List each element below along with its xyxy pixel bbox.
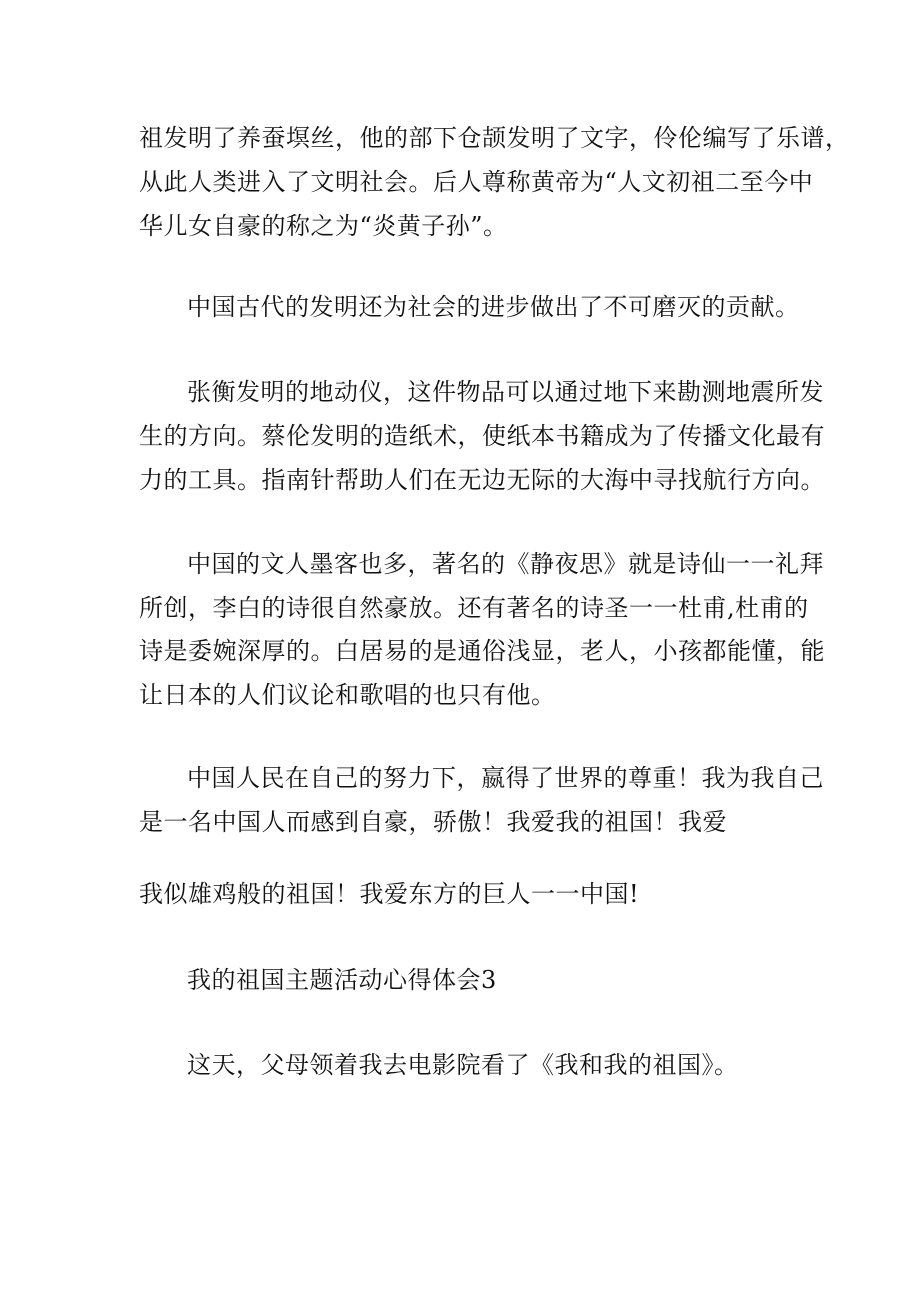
text-line: 生的方向。蔡伦发明的造纸术，使纸本书籍成为了传播文化最有 bbox=[139, 422, 825, 450]
text-line: 诗是委婉深厚的。白居易的是通俗浅显，老人，小孩都能懂，能 bbox=[139, 637, 825, 665]
section-heading: 我的祖国主题活动心得体会3 bbox=[187, 966, 497, 994]
text-line: 我似雄鸡般的祖国！我爱东方的巨人一一中国! bbox=[139, 880, 640, 908]
text-line: 所创，李白的诗很自然豪放。还有著名的诗圣一一杜甫,杜甫的 bbox=[139, 594, 809, 622]
text-line: 华儿女自豪的称之为“炎黄子孙”。 bbox=[139, 212, 508, 240]
text-line: 这天，父母领着我去电影院看了《我和我的祖国》。 bbox=[187, 1051, 739, 1079]
text-line: 力的工具。指南针帮助人们在无边无际的大海中寻找航行方向。 bbox=[139, 466, 825, 494]
text-line: 是一名中国人而感到自豪，骄傲！我爱我的祖国！我爱 bbox=[139, 808, 727, 836]
text-line: 中国的文人墨客也多，著名的《静夜思》就是诗仙一一礼拜 bbox=[187, 550, 824, 578]
text-line: 张衡发明的地动仪，这件物品可以通过地下来勘测地震所发 bbox=[187, 378, 824, 406]
text-line: 让日本的人们议论和歌唱的也只有他。 bbox=[139, 681, 556, 709]
text-line: 中国古代的发明还为社会的进步做出了不可磨灭的贡献。 bbox=[187, 293, 800, 321]
text-line: 中国人民在自己的努力下，嬴得了世界的尊重！我为我自己 bbox=[187, 764, 824, 792]
text-line: 祖发明了养蚕塓丝，他的部下仓颉发明了文字，伶伦编写了乐谱， bbox=[139, 124, 850, 152]
text-line: 从此人类进入了文明社会。后人尊称黄帝为“人文初祖二至今中 bbox=[139, 168, 814, 196]
